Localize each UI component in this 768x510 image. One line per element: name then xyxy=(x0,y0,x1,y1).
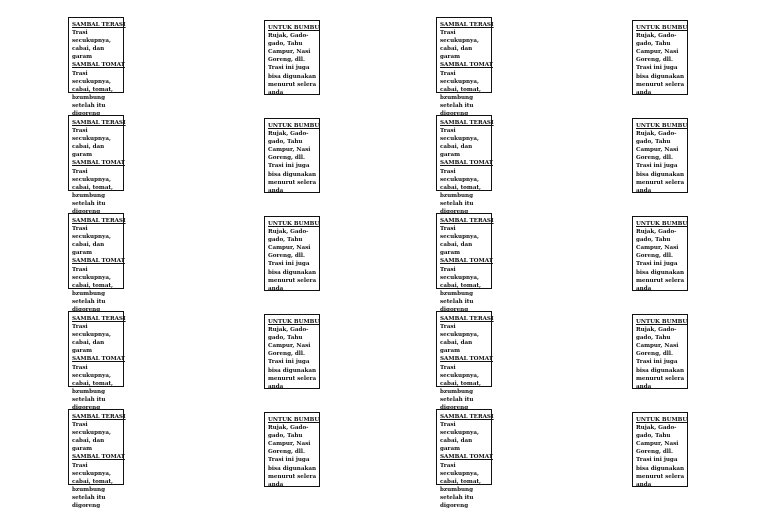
sambal-tomat-heading: SAMBAL TOMAT xyxy=(72,258,125,265)
sambal-terasi-text: Trasi secukupnya, cabai, dan garam xyxy=(72,422,111,453)
bumbu-label xyxy=(264,412,320,487)
sambal-terasi-text: Trasi secukupnya, cabai, dan garam xyxy=(440,226,479,257)
untuk-bumbu-heading: UNTUK BUMBU xyxy=(636,25,688,31)
sambal-terasi-text: Trasi secukupnya, cabai, dan garam xyxy=(72,324,111,355)
sambal-label xyxy=(68,17,126,109)
bumbu-dishes-text: Rujak, Gado-gado, Tahu Campur, Nasi Goreng, dll. xyxy=(268,425,311,456)
sambal-terasi-text: Trasi secukupnya, cabai, dan garam xyxy=(72,226,111,257)
bumbu-label xyxy=(632,118,688,193)
untuk-bumbu-heading: UNTUK BUMBU xyxy=(268,221,320,227)
bumbu-label xyxy=(632,412,688,487)
sambal-tomat-text: Trasi secukupnya, cabai, tomat, bzumbung setelah itu xyxy=(72,364,113,403)
sambal-tomat-text: Trasi secukupnya, cabai, tomat, bzumbung setelah itu xyxy=(72,70,113,109)
sambal-tomat-text: Trasi secukupnya, cabai, tomat, bzumbung setelah itu xyxy=(440,70,481,109)
bumbu-dishes-text: Rujak, Gado-gado, Tahu Campur, Nasi Goreng, dll. xyxy=(636,229,679,260)
sambal-tomat-heading: SAMBAL TOMAT xyxy=(72,62,125,69)
bumbu-usage-text: Trasi ini juga bisa digunakan menurut selera anda xyxy=(636,457,685,488)
sambal-terasi-text: Trasi secukupnya, cabai, dan garam xyxy=(440,422,479,453)
sambal-tomat-heading: SAMBAL TOMAT xyxy=(440,160,493,167)
bumbu-label xyxy=(264,118,320,193)
untuk-bumbu-heading: UNTUK BUMBU xyxy=(268,25,320,31)
untuk-bumbu-heading: UNTUK BUMBU xyxy=(636,221,688,227)
bumbu-usage-text: Trasi ini juga bisa digunakan menurut selera anda xyxy=(268,163,317,194)
sambal-terasi-heading: SAMBAL TERASI xyxy=(440,316,494,322)
sambal-tomat-text: Trasi secukupnya, cabai, tomat, bzumbung setelah itu digoreng xyxy=(72,462,113,510)
sambal-terasi-text: Trasi secukupnya, cabai, dan garam xyxy=(440,324,479,355)
sambal-terasi-heading: SAMBAL TERASI xyxy=(440,120,494,126)
bumbu-label xyxy=(632,20,688,95)
bumbu-usage-text: Trasi ini juga bisa digunakan menurut selera anda xyxy=(268,65,317,96)
bumbu-dishes-text: Rujak, Gado-gado, Tahu Campur, Nasi Goreng, dll. xyxy=(636,327,679,358)
sambal-terasi-heading: SAMBAL TERASI xyxy=(72,218,126,224)
bumbu-dishes-text: Rujak, Gado-gado, Tahu Campur, Nasi Goreng, dll. xyxy=(268,33,311,64)
sambal-terasi-heading: SAMBAL TERASI xyxy=(440,218,494,224)
sambal-terasi-heading: SAMBAL TERASI xyxy=(72,120,126,126)
sambal-label xyxy=(68,213,126,305)
bumbu-dishes-text: Rujak, Gado-gado, Tahu Campur, Nasi Goreng, dll. xyxy=(268,229,311,260)
bumbu-label xyxy=(264,216,320,291)
untuk-bumbu-heading: UNTUK BUMBU xyxy=(268,319,320,325)
sambal-terasi-heading: SAMBAL TERASI xyxy=(72,22,126,28)
bumbu-usage-text: Trasi ini juga bisa digunakan menurut selera anda xyxy=(268,457,317,488)
untuk-bumbu-heading: UNTUK BUMBU xyxy=(636,123,688,129)
sambal-tomat-heading: SAMBAL TOMAT xyxy=(440,258,493,265)
sambal-tomat-heading: SAMBAL TOMAT xyxy=(72,160,125,167)
sambal-label xyxy=(436,311,494,403)
sambal-tomat-heading: SAMBAL TOMAT xyxy=(440,356,493,363)
sambal-tomat-text: Trasi secukupnya, cabai, tomat, bzumbung setelah itu xyxy=(72,168,113,207)
sambal-terasi-text: Trasi secukupnya, cabai, dan garam xyxy=(72,30,111,61)
sambal-label xyxy=(68,409,126,510)
sambal-terasi-text: Trasi secukupnya, cabai, dan garam xyxy=(440,30,479,61)
bumbu-label xyxy=(264,20,320,95)
sambal-tomat-text: Trasi secukupnya, cabai, tomat, bzumbung setelah itu xyxy=(440,364,481,403)
bumbu-dishes-text: Rujak, Gado-gado, Tahu Campur, Nasi Goreng, dll. xyxy=(268,327,311,358)
sambal-tomat-text: Trasi secukupnya, cabai, tomat, bzumbung setelah itu digoreng xyxy=(440,462,481,510)
bumbu-dishes-text: Rujak, Gado-gado, Tahu Campur, Nasi Goreng, dll. xyxy=(636,33,679,64)
sambal-tomat-text: Trasi secukupnya, cabai, tomat, bzumbung setelah itu xyxy=(72,266,113,305)
sambal-terasi-text: Trasi secukupnya, cabai, dan garam xyxy=(72,128,111,159)
untuk-bumbu-heading: UNTUK BUMBU xyxy=(636,319,688,325)
sambal-label xyxy=(436,409,494,510)
sambal-tomat-heading: SAMBAL TOMAT xyxy=(440,62,493,69)
untuk-bumbu-heading: UNTUK BUMBU xyxy=(268,123,320,129)
untuk-bumbu-heading: UNTUK BUMBU xyxy=(636,417,688,423)
sambal-tomat-text: Trasi secukupnya, cabai, tomat, bzumbung setelah itu xyxy=(440,168,481,207)
sambal-label xyxy=(68,115,126,207)
bumbu-label xyxy=(264,314,320,389)
sambal-terasi-heading: SAMBAL TERASI xyxy=(440,414,494,420)
sambal-terasi-heading: SAMBAL TERASI xyxy=(72,414,126,420)
bumbu-usage-text: Trasi ini juga bisa digunakan menurut selera anda xyxy=(636,359,685,390)
bumbu-label xyxy=(632,216,688,291)
bumbu-label xyxy=(632,314,688,389)
bumbu-dishes-text: Rujak, Gado-gado, Tahu Campur, Nasi Goreng, dll. xyxy=(268,131,311,162)
bumbu-usage-text: Trasi ini juga bisa digunakan menurut selera anda xyxy=(636,65,685,96)
sambal-terasi-text: Trasi secukupnya, cabai, dan garam xyxy=(440,128,479,159)
sambal-label xyxy=(68,311,126,403)
bumbu-dishes-text: Rujak, Gado-gado, Tahu Campur, Nasi Goreng, dll. xyxy=(636,425,679,456)
sambal-tomat-heading: SAMBAL TOMAT xyxy=(440,454,493,461)
sambal-terasi-heading: SAMBAL TERASI xyxy=(72,316,126,322)
bumbu-usage-text: Trasi ini juga bisa digunakan menurut selera anda xyxy=(636,163,685,194)
sambal-tomat-heading: SAMBAL TOMAT xyxy=(72,454,125,461)
sambal-label xyxy=(436,115,494,207)
sambal-label xyxy=(436,17,494,109)
bumbu-dishes-text: Rujak, Gado-gado, Tahu Campur, Nasi Goreng, dll. xyxy=(636,131,679,162)
sambal-terasi-heading: SAMBAL TERASI xyxy=(440,22,494,28)
sambal-tomat-text: Trasi secukupnya, cabai, tomat, bzumbung setelah itu xyxy=(440,266,481,305)
bumbu-usage-text: Trasi ini juga bisa digunakan menurut selera anda xyxy=(268,261,317,292)
untuk-bumbu-heading: UNTUK BUMBU xyxy=(268,417,320,423)
sambal-tomat-heading: SAMBAL TOMAT xyxy=(72,356,125,363)
bumbu-usage-text: Trasi ini juga bisa digunakan menurut selera anda xyxy=(636,261,685,292)
bumbu-usage-text: Trasi ini juga bisa digunakan menurut selera anda xyxy=(268,359,317,390)
sambal-label xyxy=(436,213,494,305)
